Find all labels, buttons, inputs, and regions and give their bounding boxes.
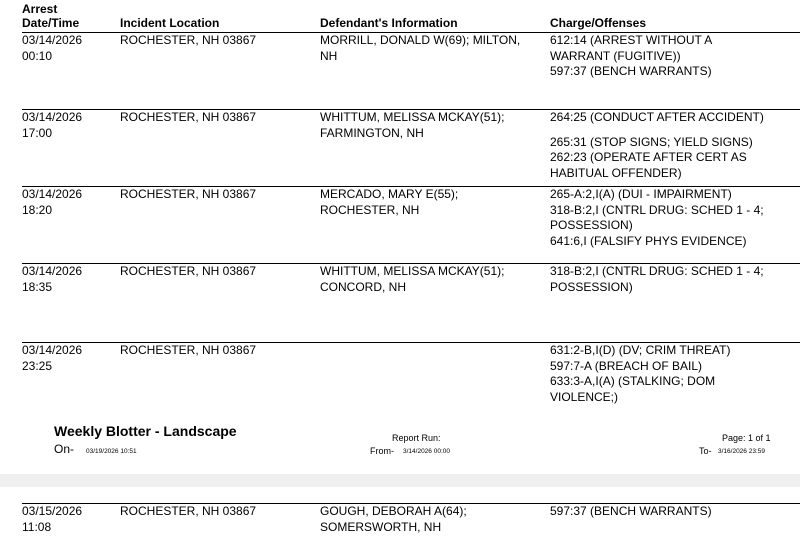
- report-run-label: Report Run:: [392, 433, 441, 443]
- arrest-date: 03/14/2026: [22, 33, 83, 47]
- charge-line: 612:14 (ARREST WITHOUT A: [550, 33, 713, 47]
- charge-line: 318-B:2,I (CNTRL DRUG: SCHED 1 - 4;: [550, 264, 764, 278]
- arrest-time: 11:08: [22, 519, 52, 534]
- on-label: On-: [54, 442, 75, 456]
- charge-line: 597:7-A (BREACH OF BAIL): [550, 358, 703, 373]
- charge-line: 631:2-B,I(D) (DV; CRIM THREAT): [550, 343, 731, 357]
- defendant-info: [320, 504, 540, 535]
- incident-location: ROCHESTER, NH 03867: [120, 187, 257, 201]
- incident-location: ROCHESTER, NH 03867: [120, 110, 257, 124]
- charge-line: 641:6,I (FALSIFY PHYS EVIDENCE): [550, 233, 747, 248]
- header-datetime-label: Date/Time: [22, 16, 80, 30]
- defendant-info: [320, 187, 540, 218]
- defendant-residence: NH: [320, 48, 338, 63]
- from-value: 3/14/2026 00:00: [403, 448, 450, 455]
- defendant-info: [320, 110, 540, 141]
- charge-line: 265-A:2,I(A) (DUI - IMPAIRMENT): [550, 187, 732, 201]
- table-row: [22, 186, 800, 264]
- defendant-residence: FARMINGTON, NH: [320, 125, 424, 140]
- charge-line: 264:25 (CONDUCT AFTER ACCIDENT): [550, 110, 764, 124]
- defendant-name: GOUGH, DEBORAH A(64);: [320, 504, 467, 518]
- charge-line: 265:31 (STOP SIGNS; YIELD SIGNS): [550, 134, 753, 149]
- table-row: [22, 503, 800, 554]
- arrest-date: 03/14/2026: [22, 343, 83, 357]
- table-row: [22, 263, 800, 343]
- charge-list: [550, 187, 800, 249]
- header-charges: Charge/Offenses: [550, 16, 647, 30]
- arrest-date: 03/14/2026: [22, 187, 83, 201]
- arrest-date: 03/14/2026: [22, 110, 83, 124]
- incident-location: ROCHESTER, NH 03867: [120, 33, 257, 47]
- charge-list: [550, 504, 800, 520]
- defendant-name: WHITTUM, MELISSA MCKAY(51);: [320, 110, 505, 124]
- arrest-datetime: [22, 264, 114, 295]
- on-value: 03/19/2026 10:51: [86, 448, 137, 455]
- table-row: [22, 32, 800, 110]
- defendant-residence: ROCHESTER, NH: [320, 202, 420, 217]
- defendant-residence: SOMERSWORTH, NH: [320, 519, 442, 534]
- arrest-datetime: [22, 504, 114, 535]
- arrest-date: 03/14/2026: [22, 264, 83, 278]
- page-number: Page: 1 of 1: [722, 433, 771, 443]
- defendant-residence: CONCORD, NH: [320, 279, 406, 294]
- charge-line: 597:37 (BENCH WARRANTS): [550, 504, 712, 518]
- charge-line: 597:37 (BENCH WARRANTS): [550, 64, 712, 78]
- header-arrest-date: [22, 2, 79, 30]
- charge-line: VIOLENCE;): [550, 389, 619, 404]
- charge-spacer: [550, 126, 800, 135]
- header-arrest-label: Arrest: [22, 2, 58, 16]
- header-defendant-info: Defendant's Information: [320, 16, 458, 30]
- charge-list: [550, 33, 800, 80]
- arrest-time: 17:00: [22, 125, 53, 140]
- report-page-2: [0, 487, 800, 553]
- table-row: [22, 109, 800, 187]
- to-label: To-: [699, 446, 712, 456]
- page-separator: [0, 474, 800, 487]
- defendant-name: MERCADO, MARY E(55);: [320, 187, 459, 201]
- defendant-info: [320, 264, 540, 295]
- charge-list: [550, 343, 800, 405]
- arrest-datetime: [22, 187, 114, 218]
- report-title: Weekly Blotter - Landscape: [54, 423, 237, 439]
- incident-location: ROCHESTER, NH 03867: [120, 343, 257, 357]
- charge-line: HABITUAL OFFENDER): [550, 165, 682, 180]
- charge-line: 318-B:2,I (CNTRL DRUG: SCHED 1 - 4;: [550, 202, 764, 217]
- arrest-time: 18:20: [22, 202, 53, 217]
- charge-line: POSSESSION): [550, 218, 633, 232]
- arrest-time: 23:25: [22, 358, 53, 373]
- charge-list: [550, 110, 800, 181]
- table-row: [22, 342, 800, 413]
- defendant-info: [320, 33, 540, 64]
- charge-line: POSSESSION): [550, 279, 633, 294]
- table-header: [22, 0, 794, 33]
- arrest-datetime: [22, 343, 114, 374]
- header-incident-location: Incident Location: [120, 16, 220, 30]
- arrest-date: 03/15/2026: [22, 504, 83, 518]
- arrest-datetime: [22, 110, 114, 141]
- charge-line: 262:23 (OPERATE AFTER CERT AS: [550, 150, 747, 164]
- from-label: From-: [370, 446, 394, 456]
- arrest-time: 00:10: [22, 48, 53, 63]
- arrest-time: 18:35: [22, 279, 53, 294]
- charge-line: 633:3-A,I(A) (STALKING; DOM: [550, 374, 716, 388]
- charge-list: [550, 264, 800, 295]
- defendant-name: MORRILL, DONALD W(69); MILTON,: [320, 33, 521, 47]
- arrest-datetime: [22, 33, 114, 64]
- charge-line: WARRANT (FUGITIVE)): [550, 48, 681, 63]
- defendant-name: WHITTUM, MELISSA MCKAY(51);: [320, 264, 505, 278]
- incident-location: ROCHESTER, NH 03867: [120, 504, 257, 518]
- incident-location: ROCHESTER, NH 03867: [120, 264, 257, 278]
- to-value: 3/16/2026 23:59: [718, 448, 765, 455]
